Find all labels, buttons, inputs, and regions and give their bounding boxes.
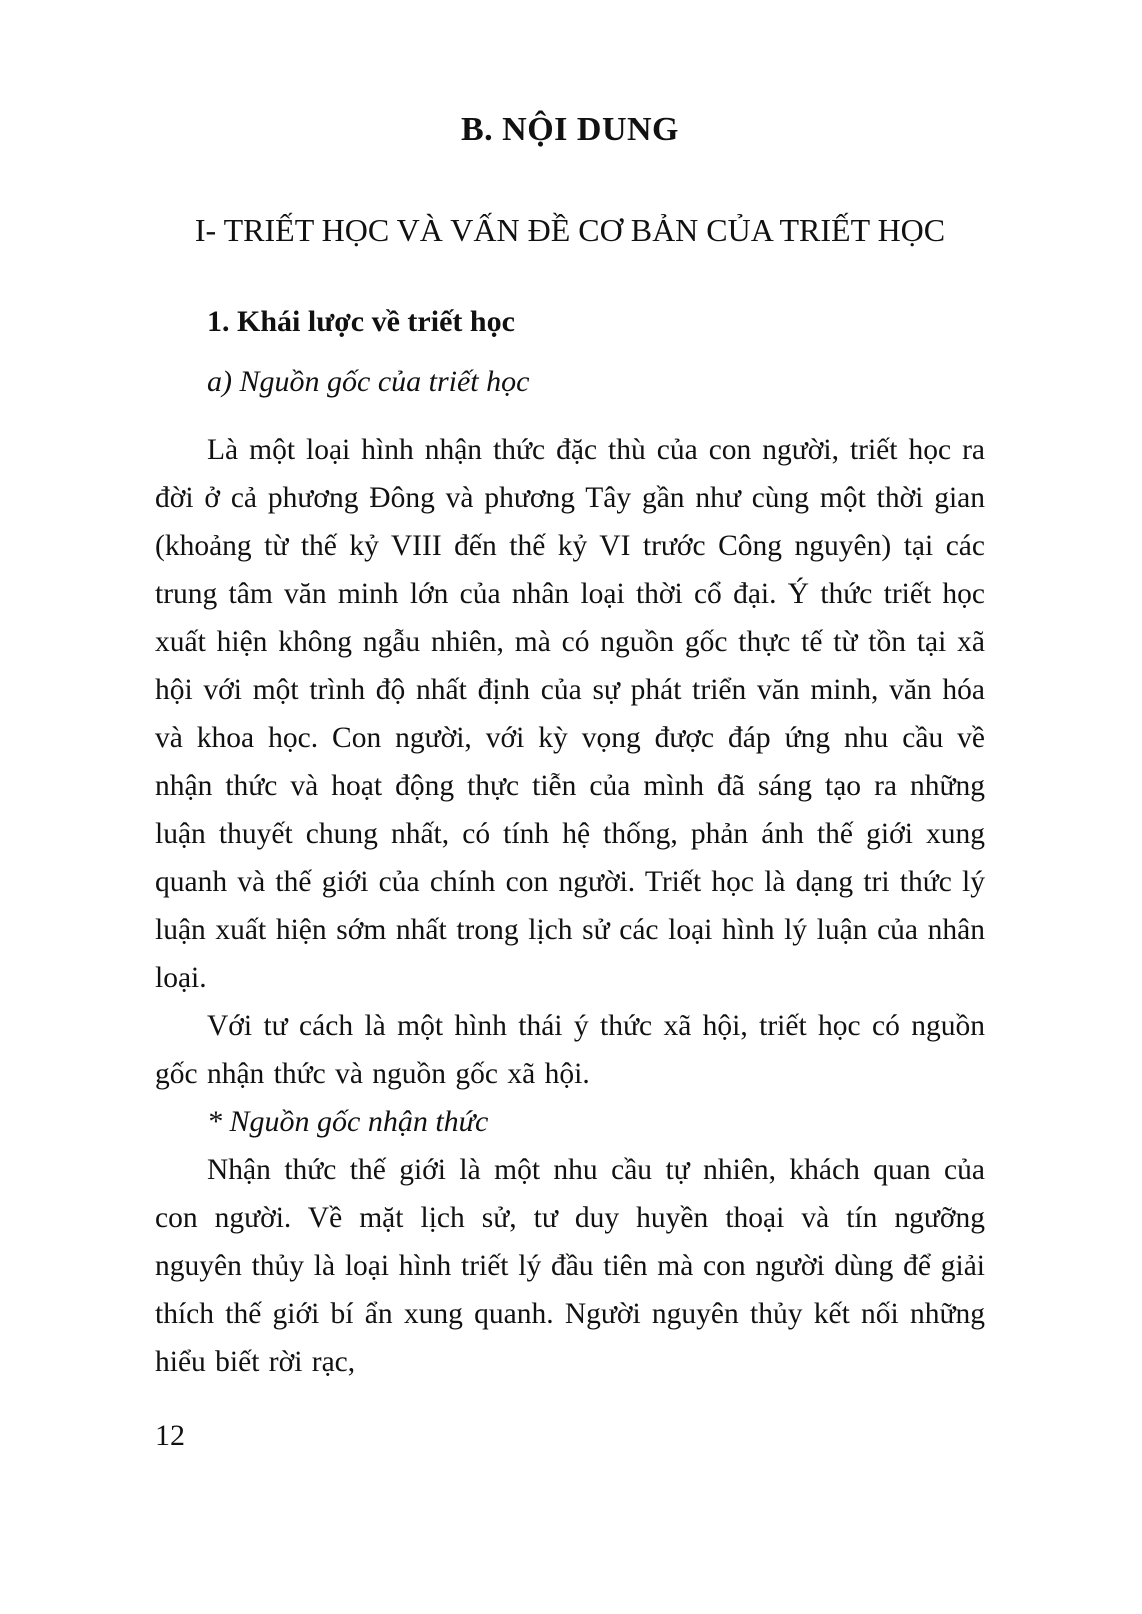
paragraph-3: Nhận thức thế giới là một nhu cầu tự nhiên, khách quan của con người. Về mặt lịch sử, tư duy huyền thoại và tín ngưỡng nguyên thủy là loại hình triết lý đầu tiên mà con người dùng để giải thích thế giới bí ẩn xung quanh. Người nguyên thủy kết nối những hiểu biết rời rạc, [155,1154,985,1378]
paragraph-2: Với tư cách là một hình thái ý thức xã hội, triết học có nguồn gốc nhận thức và nguồn gốc xã hội. [155,1010,985,1090]
section-heading: I- TRIẾT HỌC VÀ VẤN ĐỀ CƠ BẢN CỦA TRIẾT HỌC [194,212,946,248]
item-a-heading: a) Nguồn gốc của triết học [207,365,530,398]
page-title: B. NỘI DUNG [460,111,680,148]
paragraph-1: Là một loại hình nhận thức đặc thù của con người, triết học ra đời ở cả phương Đông và phương Tây gần như cùng một thời gian (khoảng từ thế kỷ VIII đến thế kỷ VI trước Công nguyên) tại các trung tâm văn minh lớn của nhân loại thời cổ đại. Ý thức triết học xuất hiện không ngẫu nhiên, mà có nguồn gốc thực tế từ tồn tại xã hội với một trình độ nhất định của sự phát triển văn minh, văn hóa và khoa học. Con người, với kỳ vọng được đáp ứng nhu cầu về nhận thức và hoạt động thực tiễn của mình đã sáng tạo ra những luận thuyết chung nhất, có tính hệ thống, phản ánh thế giới xung quanh và thế giới của chính con người. Triết học là dạng tri thức lý luận xuất hiện sớm nhất trong lịch sử các loại hình lý luận của nhân loại. [155,434,985,994]
page-number: 12 [155,1419,185,1452]
subsection-heading: 1. Khái lược về triết học [207,305,515,338]
note-heading: * Nguồn gốc nhận thức [207,1105,489,1138]
